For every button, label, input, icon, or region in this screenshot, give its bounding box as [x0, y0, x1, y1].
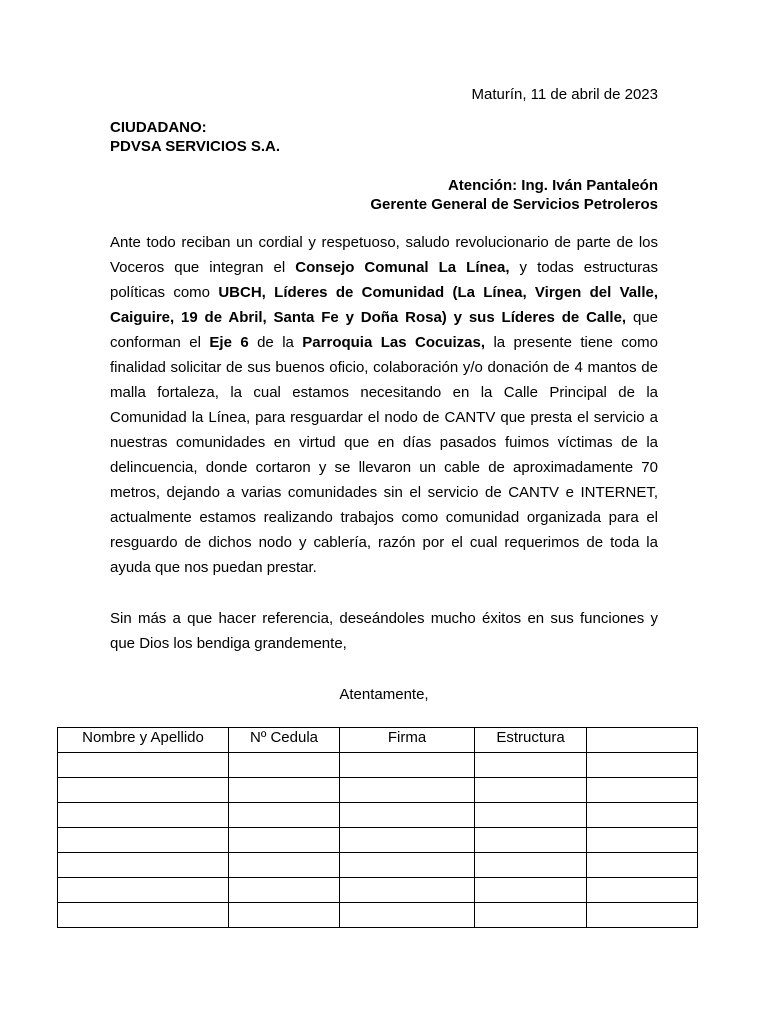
signature-table-header	[58, 728, 698, 753]
table-row	[58, 778, 698, 803]
table-cell	[58, 878, 229, 903]
body-bold-structures: UBCH, Líderes de Comunidad (La Línea, Virgen del Valle, Caiguire, 19 de Abril, Santa Fe y Doña Rosa) y sus Líderes de Calle,	[110, 284, 658, 326]
header-id: Nº Cedula	[229, 728, 340, 753]
table-cell	[340, 753, 475, 778]
table-cell	[229, 903, 340, 928]
table-cell	[229, 778, 340, 803]
table-cell	[58, 803, 229, 828]
table-cell	[587, 878, 698, 903]
header-name: Nombre y Apellido	[58, 728, 229, 753]
letter-signoff: Atentamente,	[339, 686, 429, 703]
body-text-1: Ante todo reciban un cordial y respetuoso, saludo revolucionario de parte de los Voceros que integran el	[110, 234, 658, 276]
attention-block	[370, 176, 658, 214]
signature-table	[57, 727, 698, 928]
table-cell	[340, 828, 475, 853]
table-cell	[58, 753, 229, 778]
recipient-block	[110, 118, 280, 156]
attention-name: Atención: Ing. Iván Pantaleón	[447, 177, 658, 194]
table-cell	[475, 778, 587, 803]
table-cell	[475, 878, 587, 903]
table-cell	[58, 828, 229, 853]
table-cell	[587, 903, 698, 928]
table-row	[58, 753, 698, 778]
header-blank	[587, 728, 698, 753]
table-cell	[340, 778, 475, 803]
body-bold-parroquia: Parroquia Las Cocuizas,	[302, 334, 486, 351]
table-cell	[475, 753, 587, 778]
table-cell	[475, 803, 587, 828]
table-row	[58, 803, 698, 828]
attention-position: Gerente General de Servicios Petroleros	[370, 196, 658, 213]
table-row	[58, 878, 698, 903]
table-cell	[587, 778, 698, 803]
table-row	[58, 828, 698, 853]
table-cell	[340, 878, 475, 903]
body-bold-consejo: Consejo Comunal La Línea,	[295, 259, 510, 276]
header-signature: Firma	[340, 728, 475, 753]
table-cell	[587, 828, 698, 853]
table-cell	[587, 853, 698, 878]
table-cell	[229, 828, 340, 853]
table-cell	[587, 753, 698, 778]
table-cell	[340, 803, 475, 828]
body-text-4: de la	[248, 334, 303, 351]
table-cell	[58, 778, 229, 803]
table-cell	[229, 878, 340, 903]
recipient-company: PDVSA SERVICIOS S.A.	[110, 138, 281, 155]
table-cell	[229, 803, 340, 828]
table-row	[58, 903, 698, 928]
body-text-5: la presente tiene como finalidad solicitar de sus buenos oficio, colaboración y/o donación de 4 mantos de malla fortaleza, la cual estamos necesitando en la Calle Principal de la Comunidad la Línea, para resguardar el nodo de CANTV que presta el servicio a nuestras comunidades en virtud que en días pasados fuimos víctimas de la delincuencia, donde cortaron y se llevaron un cable de aproximadamente 70 metros, dejando a varias comunidades sin el servicio de CANTV e INTERNET, actualmente estamos realizando trabajos como comunidad organizada para el resguardo de dichos nodo y cablería, razón por el cual requerimos de toda la ayuda que nos puedan prestar.	[110, 334, 658, 576]
body-bold-eje: Eje 6	[209, 334, 249, 351]
table-cell	[475, 903, 587, 928]
letter-date: Maturín, 11 de abril de 2023	[471, 86, 658, 103]
table-cell	[340, 903, 475, 928]
table-row	[58, 853, 698, 878]
table-cell	[475, 853, 587, 878]
table-cell	[58, 903, 229, 928]
table-cell	[340, 853, 475, 878]
table-cell	[587, 803, 698, 828]
table-cell	[475, 828, 587, 853]
table-cell	[58, 853, 229, 878]
table-cell	[229, 753, 340, 778]
letter-closing: Sin más a que hacer referencia, deseándoles mucho éxitos en sus funciones y que Dios los bendiga grandemente,	[110, 610, 658, 652]
body-text-2: y todas estructuras políticas como	[110, 259, 658, 301]
letter-body	[110, 230, 658, 580]
header-structure: Estructura	[475, 728, 587, 753]
body-text-3: que conforman el	[110, 309, 658, 351]
recipient-title: CIUDADANO:	[110, 119, 207, 136]
table-cell	[229, 853, 340, 878]
